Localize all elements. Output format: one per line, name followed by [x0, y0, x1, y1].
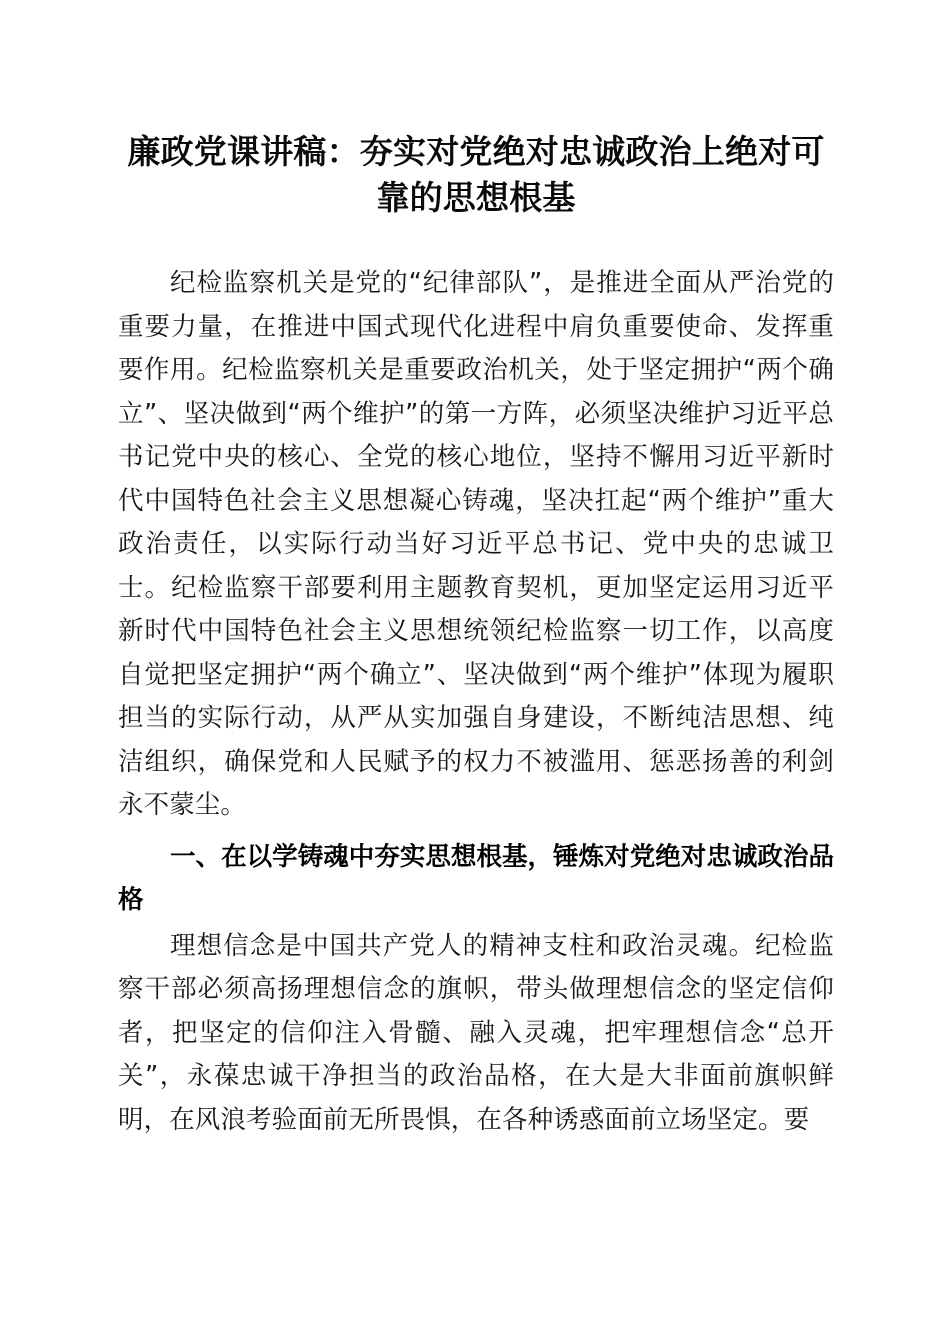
- document-content: [118, 130, 834, 1142]
- section-heading-1: 一、在以学铸魂中夯实思想根基，锤炼对党绝对忠诚政治品格: [118, 841, 834, 915]
- paragraph-intro: 纪检监察机关是党的“纪律部队”，是推进全面从严治党的重要力量，在推进中国式现代化进程中肩负重要使命、发挥重要作用。纪检监察机关是重要政治机关，处于坚定拥护“两个确立”、坚决做到“两个维护”的第一方阵，必须坚决维护习近平总书记党中央的核心、全党的核心地位，坚持不懈用习近平新时代中国特色社会主义思想凝心铸魂，坚决扛起“两个维护”重大政治责任，以实际行动当好习近平总书记、党中央的忠诚卫士。纪检监察干部要利用主题教育契机，更加坚定运用习近平新时代中国特色社会主义思想统领纪检监察一切工作，以高度自觉把坚定拥护“两个确立”、坚决做到“两个维护”体现为履职担当的实际行动，从严从实加强自身建设，不断纯洁思想、纯洁组织，确保党和人民赋予的权力不被滥用、惩恶扬善的利剑永不蒙尘。: [118, 268, 834, 820]
- document-title: 廉政党课讲稿：夯实对党绝对忠诚政治上绝对可靠的思想根基: [127, 135, 825, 217]
- paragraph-section-1-1: 理想信念是中国共产党人的精神支柱和政治灵魂。纪检监察干部必须高扬理想信念的旗帜，带头做理想信念的坚定信仰者，把坚定的信仰注入骨髓、融入灵魂，把牢理想信念“总开关”，永葆忠诚干净担当的政治品格，在大是大非面前旗帜鲜明，在风浪考验面前无所畏惧，在各种诱惑面前立场坚定。要: [118, 930, 834, 1135]
